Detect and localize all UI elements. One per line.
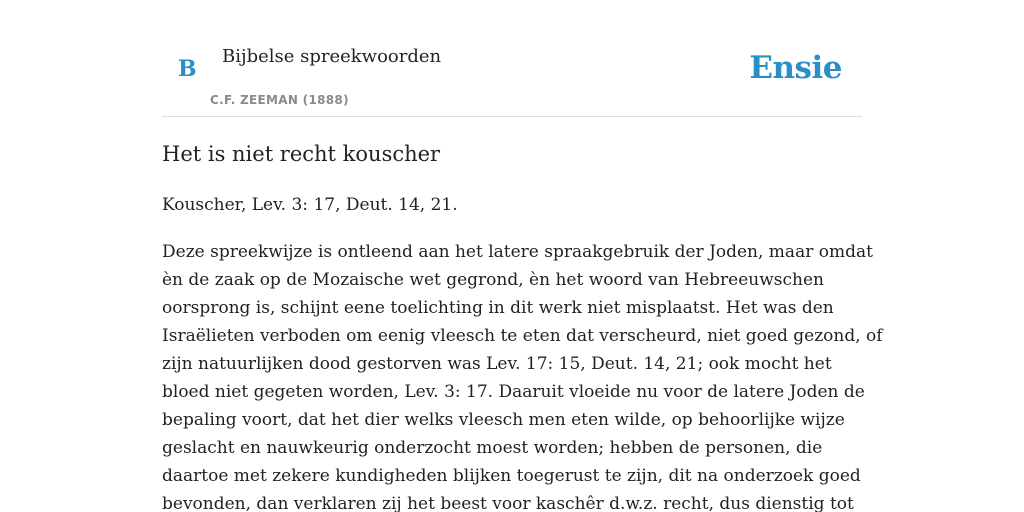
body-line: bloed niet gegeten worden, Lev. 3: 17. Daaruit vloeide nu voor de latere Joden de	[162, 382, 865, 402]
entry-reference: Kouscher, Lev. 3: 17, Deut. 14, 21.	[162, 195, 458, 215]
book-logo-link[interactable]: B	[178, 56, 197, 82]
page-header	[162, 0, 862, 117]
book-title[interactable]: Bijbelse spreekwoorden	[222, 46, 442, 67]
body-line: èn de zaak op de Mozaische wet gegrond, èn het woord van Hebreeuwschen	[162, 270, 824, 290]
ensie-logo-link[interactable]: Ensie	[749, 50, 842, 86]
body-line: bevonden, dan verklaren zij het beest voor kaschêr d.w.z. recht, dus dienstig tot	[162, 494, 854, 512]
body-line: zijn natuurlijken dood gestorven was Lev. 17: 15, Deut. 14, 21; ook mocht het	[162, 354, 832, 374]
entry-body	[162, 238, 883, 512]
body-line: geslacht en nauwkeurig onderzocht moest worden; hebben de personen, die	[162, 438, 823, 458]
entry-title: Het is niet recht kouscher	[162, 142, 441, 166]
body-line: bepaling voort, dat het dier welks vleesch men eten wilde, op behoorlijke wijze	[162, 410, 845, 430]
body-line: Israëlieten verboden om eenig vleesch te eten dat verscheurd, niet goed gezond, of	[162, 326, 883, 346]
body-line: daartoe met zekere kundigheden blijken toegerust te zijn, dit na onderzoek goed	[162, 466, 861, 486]
entry-content	[162, 138, 883, 512]
body-line: Deze spreekwijze is ontleend aan het latere spraakgebruik der Joden, maar omdat	[162, 242, 873, 262]
book-author: C.F. ZEEMAN (1888)	[210, 93, 349, 107]
body-line: oorsprong is, schijnt eene toelichting in dit werk niet misplaatst. Het was den	[162, 298, 834, 318]
